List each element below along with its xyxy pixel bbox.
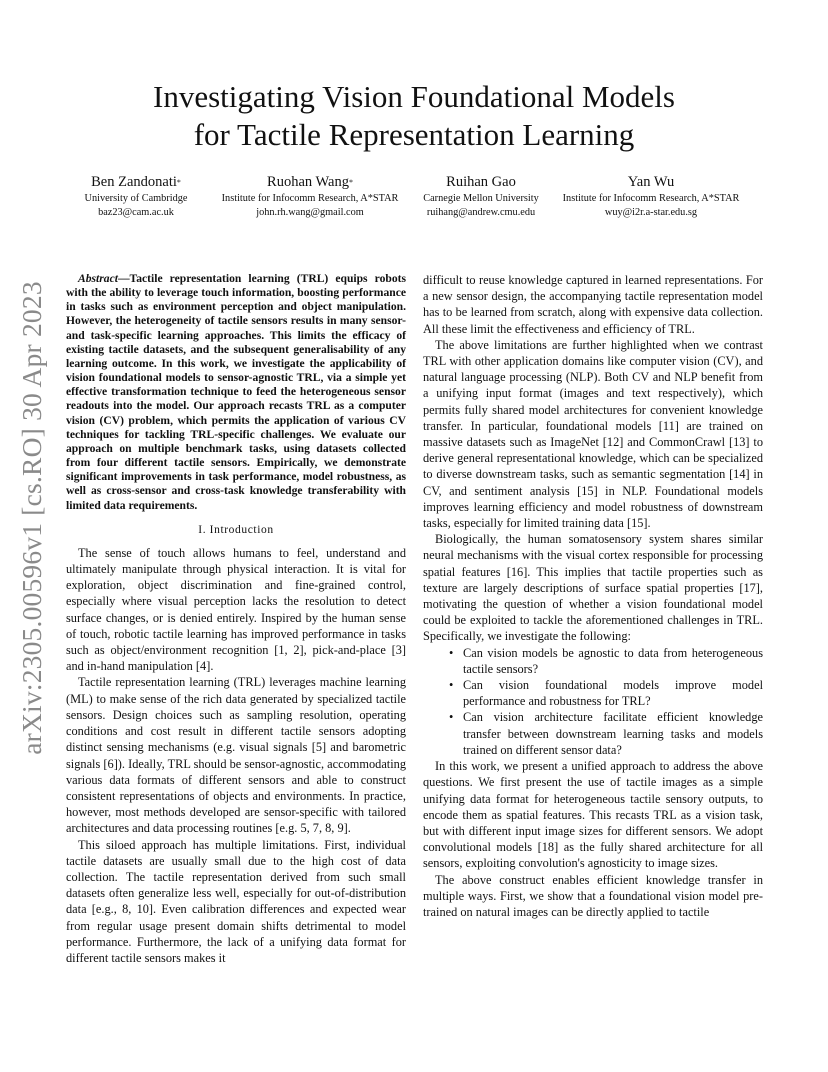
author-block: Ruohan Wang* Institute for Infocomm Research, A*STAR john.rh.wang@gmail.com bbox=[221, 174, 399, 218]
title-line-1: Investigating Vision Foundational Models bbox=[153, 79, 675, 114]
author-block: Ben Zandonati* University of Cambridge baz23@cam.ac.uk bbox=[84, 174, 188, 218]
paragraph: In this work, we present a unified approach to address the above questions. We first present the use of tactile images as a simple unifying data format for heterogeneous tactile sensory outputs, to encode them as spatial features. This recasts TRL as a vision task, but with different input image sizes for different sensors. We adopt convolutional models [18] as the fully shared architecture for all sensors, exploiting convolution's agnosticity to image sizes. bbox=[423, 759, 763, 871]
left-column bbox=[66, 272, 406, 966]
author-email: wuy@i2r.a-star.edu.sg bbox=[604, 207, 698, 218]
list-item: • Can vision models be agnostic to data from heterogeneous tactile sensors? bbox=[449, 645, 763, 677]
author-block bbox=[423, 172, 539, 220]
arxiv-identifier: arXiv:2305.00596v1 [cs.RO] 30 Apr 2023 bbox=[16, 281, 47, 755]
author-affiliation: Institute for Infocomm Research, A*STAR bbox=[562, 193, 740, 204]
author-name: Yan Wu bbox=[627, 174, 675, 190]
list-item: • Can vision architecture facilitate efficient knowledge transfer between downstream learning tasks and models trained on different sensor data? bbox=[449, 709, 763, 758]
author-email: john.rh.wang@gmail.com bbox=[256, 207, 364, 218]
author-name: Ruihan Gao bbox=[446, 174, 516, 190]
paragraph: Biologically, the human somatosensory system shares similar neural mechanisms with the visual cortex responsible for processing spatial features [16]. This implies that tactile properties such as texture are largely descriptions of surface spatial properties [17], motivating the question of whether a vision foundational model could be exploited to tackle the aforementioned challenges in TRL. Specifically, we investigate the following: bbox=[423, 532, 763, 644]
author-email: baz23@cam.ac.uk bbox=[98, 207, 174, 218]
paragraph: Tactile representation learning (TRL) leverages machine learning (ML) to make sense of the rich data generated by specialized tactile sensors. Design choices such as sampling resolution, operating conditions and cost result in different tactile sensors adopting distinct sensing mechanisms (e.g. visual signals [5] and barometric signals [6]). Ideally, TRL should be sensor-agnostic, accommodating various data formats of different sensors and able to construct consistent representations of objects and environments. In practice, however, most methods developed are sensor-specific with tailored architectures and data processing routines [e.g. 5, 7, 8, 9]. bbox=[66, 675, 406, 836]
paragraph: The above limitations are further highlighted when we contrast TRL with other application domains like computer vision (CV), and natural language processing (NLP). Both CV and NLP benefit from a unifying input format (images and text respectively), which permits fully shared model architectures for convenient knowledge transfer. In particular, foundational models [11] are trained on massive datasets such as ImageNet [12] and CommonCrawl [13] to derive general representational knowledge, which can be specialized to diverse downstream tasks, such as semantic segmentation [14] in CV, and sentiment analysis [15] in NLP. Foundational models improves learning efficiency and model robustness of downstream tasks, especially for limited training data [15]. bbox=[423, 337, 763, 531]
list-item: • Can vision foundational models improve model performance and robustness for TRL? bbox=[449, 677, 763, 709]
author-affiliation: Carnegie Mellon University bbox=[423, 193, 539, 204]
paragraph: This siloed approach has multiple limitations. First, individual tactile datasets are usually small due to the high cost of data collection. The tactile representation derived from such small datasets often generalize less well, especially for out-of-distribution data [e.g., 8, 10]. Even calibration differences and expected wear from regular usage present domain shifts detrimental to model performance. Furthermore, the lack of a unifying data format for different tactile sensors makes it bbox=[66, 837, 406, 965]
question-list bbox=[423, 645, 763, 758]
abstract-label: Abstract bbox=[78, 272, 118, 285]
abstract-text: Tactile representation learning (TRL) equips robots with the ability to leverage touch information, boosting performance in tasks such as environment perception and object manipulation. However, the heterogeneity of tactile sensors results in many sensor- and task-specific learning approaches. This limits the efficacy of existing tactile datasets, and the subsequent generalisability of any learning outcome. In this work, we investigate the applicability of vision foundational models to sensor-agnostic TRL, via a simple yet effective transformation technique to feed the heterogeneous sensor readouts into the model. Our approach recasts TRL as a computer vision (CV) problem, which permits the application of various CV techniques for tackling TRL-specific challenges. We evaluate our approach on multiple benchmark tasks, using datasets collected from four different tactile sensors. Empirically, we demonstrate significant improvements in task performance, model robustness, as well as cross-sensor and cross-task knowledge transferability with limited data requirements. bbox=[66, 272, 406, 512]
paragraph: The sense of touch allows humans to feel, understand and ultimately manipulate through physical interaction. It is vital for exploration, object discrimination and fine-grained control, especially where visual perception lacks the resolution to detect surface changes, or is denied entirely. Inspired by the human sense of touch, robotic tactile learning has improved performance in tasks such as object/environment recognition [1, 2], pick-and-place [3] and in-hand manipulation [4]. bbox=[66, 545, 406, 674]
author-name: Ruohan Wang bbox=[267, 174, 349, 190]
paper-title bbox=[60, 78, 768, 154]
author-email: ruihang@andrew.cmu.edu bbox=[426, 207, 536, 218]
author-affiliation: Institute for Infocomm Research, A*STAR bbox=[221, 193, 399, 204]
author-name: Ben Zandonati bbox=[91, 174, 177, 190]
author-affiliation: University of Cambridge bbox=[84, 193, 188, 204]
right-column bbox=[423, 272, 763, 920]
title-line-2: for Tactile Representation Learning bbox=[193, 117, 635, 152]
paragraph: The above construct enables efficient knowledge transfer in multiple ways. First, we show that a foundational vision model pre-trained on natural images can be directly applied to tactile bbox=[423, 872, 763, 919]
paragraph: difficult to reuse knowledge captured in learned representations. For a new sensor design, the accompanying tactile representation model has to be learned from scratch, along with expensive data collection. All these limit the effectiveness and efficiency of TRL. bbox=[423, 273, 763, 336]
abstract: Abstract—Tactile representation learning (TRL) equips robots with the ability to leverage touch information, boosting performance in tasks such as environment perception and object manipulation. However, the heterogeneity of tactile sensors results in many sensor- and task-specific learning approaches. This limits the efficacy of existing tactile datasets, and the subsequent generalisability of any learning outcome. In this work, we investigate the applicability of vision foundational models to sensor-agnostic TRL, via a simple yet effective transformation technique to feed the heterogeneous sensor readouts into the model. Our approach recasts TRL as a computer vision (CV) problem, which permits the application of various CV techniques for tackling TRL-specific challenges. We evaluate our approach on multiple benchmark tasks, using datasets collected from four different tactile sensors. Empirically, we demonstrate significant improvements in task performance, model robustness, as well as cross-sensor and cross-task knowledge transferability with limited data requirements. bbox=[66, 272, 406, 512]
section-heading: I. Introduction bbox=[198, 523, 274, 536]
author-block bbox=[563, 172, 740, 220]
